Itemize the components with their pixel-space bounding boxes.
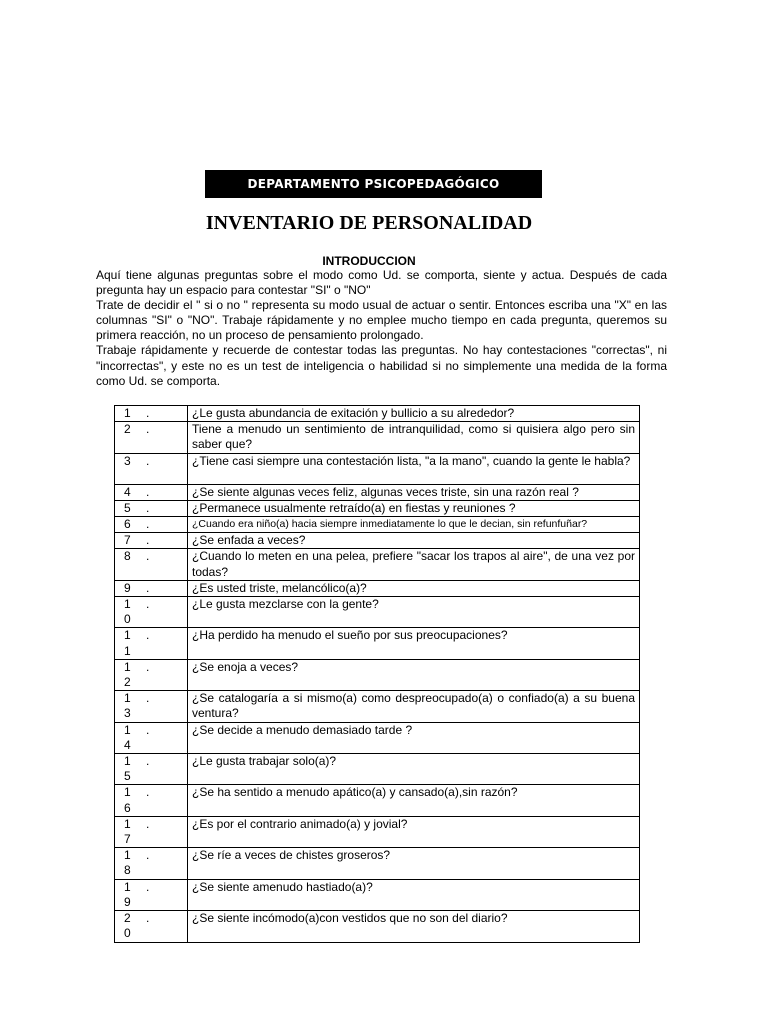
question-number-cell <box>115 754 188 785</box>
question-number-cell <box>115 500 188 516</box>
question-number-cell <box>115 628 188 659</box>
question-number-dot: . <box>146 406 150 420</box>
questions-table <box>114 405 640 943</box>
question-text: ¿Se catalogaría a si mismo(a) como despreocupado(a) o confiado(a) a su buena ventura? <box>188 691 640 722</box>
question-number-dot: . <box>146 628 150 643</box>
question-number-dot: . <box>146 722 150 737</box>
question-row <box>115 691 640 722</box>
question-number-cell <box>115 879 188 910</box>
question-number-dot: . <box>146 691 150 706</box>
question-number: 1 7 <box>124 816 131 847</box>
question-number-cell <box>115 911 188 942</box>
page-title: INVENTARIO DE PERSONALIDAD <box>205 212 533 234</box>
question-row <box>115 659 640 690</box>
question-text: ¿Se ha sentido a menudo apático(a) y cansado(a),sin razón? <box>188 785 640 816</box>
question-number: 1 <box>124 406 131 420</box>
question-text: ¿Se siente algunas veces feliz, algunas veces triste, sin una razón real ? <box>188 484 640 500</box>
question-row <box>115 500 640 516</box>
intro-paragraph: Trate de decidir el " si o no " representa su modo usual de actuar o sentir. Entonces escriba una "X" en las columnas "SI" o "NO". Trabaje rápidamente y no emplee mucho tiempo en cada pregunta, queremos su primera reacción, no un proceso de pensamiento prolongado. <box>96 298 667 343</box>
question-number-cell <box>115 549 188 580</box>
question-number: 1 0 <box>124 597 131 627</box>
question-text: ¿Le gusta abundancia de exitación y bullicio a su alrededor? <box>188 406 640 422</box>
question-text: Tiene a menudo un sentimiento de intranquilidad, como si quisiera algo pero sin saber que? <box>188 422 640 453</box>
question-number-dot: . <box>146 517 150 532</box>
question-number-cell <box>115 422 188 453</box>
question-number: 1 8 <box>124 848 131 878</box>
question-number: 8 <box>124 549 131 564</box>
question-number-dot: . <box>146 500 150 515</box>
question-text: ¿Se decide a menudo demasiado tarde ? <box>188 722 640 753</box>
question-number: 1 9 <box>124 879 131 909</box>
question-row <box>115 848 640 879</box>
intro-paragraph: Aquí tiene algunas preguntas sobre el modo como Ud. se comporta, siente y actua. Después de cada pregunta hay un espacio para contestar "SI" o "NO" <box>96 268 667 298</box>
question-row <box>115 597 640 628</box>
question-number-dot: . <box>146 816 150 831</box>
question-text: ¿Tiene casi siempre una contestación lista, "a la mano", cuando la gente le habla? <box>188 453 640 484</box>
question-number-cell <box>115 533 188 549</box>
question-text: ¿Es usted triste, melancólico(a)? <box>188 580 640 596</box>
question-number-cell <box>115 722 188 753</box>
question-number: 3 <box>124 453 131 468</box>
question-number-dot: . <box>146 848 150 863</box>
question-number-dot: . <box>146 911 150 926</box>
question-number: 1 6 <box>124 785 131 815</box>
question-number: 7 <box>124 533 131 548</box>
question-number-cell <box>115 691 188 722</box>
question-row <box>115 754 640 785</box>
question-text: ¿Ha perdido ha menudo el sueño por sus preocupaciones? <box>188 628 640 659</box>
question-text: ¿Se siente amenudo hastiado(a)? <box>188 879 640 910</box>
question-text: ¿Le gusta trabajar solo(a)? <box>188 754 640 785</box>
question-row <box>115 580 640 596</box>
department-banner <box>205 170 542 198</box>
question-row <box>115 911 640 942</box>
question-text: ¿Permanece usualmente retraído(a) en fiestas y reuniones ? <box>188 500 640 516</box>
question-number-dot: . <box>146 785 150 800</box>
question-number: 6 <box>124 517 131 532</box>
question-number: 2 0 <box>124 911 131 941</box>
question-row <box>115 517 640 533</box>
question-number-cell <box>115 484 188 500</box>
question-number-cell <box>115 848 188 879</box>
question-number-dot: . <box>146 453 150 468</box>
question-number: 5 <box>124 500 131 515</box>
intro-text <box>96 268 667 389</box>
question-row <box>115 785 640 816</box>
question-text: ¿Se siente incómodo(a)con vestidos que no son del diario? <box>188 911 640 942</box>
department-label: DEPARTAMENTO PSICOPEDAGÓGICO <box>247 177 500 191</box>
question-number-cell <box>115 453 188 484</box>
question-row <box>115 816 640 847</box>
question-number-cell <box>115 406 188 422</box>
question-number-cell <box>115 597 188 628</box>
question-number-dot: . <box>146 754 150 769</box>
question-number: 1 2 <box>124 659 131 690</box>
intro-heading: INTRODUCCION <box>322 254 416 268</box>
question-number: 2 <box>124 422 131 437</box>
question-text: ¿Le gusta mezclarse con la gente? <box>188 597 640 628</box>
question-number: 1 5 <box>124 754 131 784</box>
question-number-cell <box>115 580 188 596</box>
question-row <box>115 422 640 453</box>
question-number: 1 4 <box>124 722 131 752</box>
question-number-cell <box>115 785 188 816</box>
question-text: ¿Se ríe a veces de chistes groseros? <box>188 848 640 879</box>
question-number: 1 1 <box>124 628 131 658</box>
question-text: ¿Cuando lo meten en una pelea, prefiere "sacar los trapos al aire", de una vez por todas? <box>188 549 640 580</box>
question-row <box>115 628 640 659</box>
question-number-dot: . <box>146 422 150 437</box>
question-number-dot: . <box>146 597 150 612</box>
question-number-dot: . <box>146 580 150 595</box>
question-row <box>115 879 640 910</box>
question-row <box>115 533 640 549</box>
question-number-dot: . <box>146 879 150 894</box>
question-text: ¿Es por el contrario animado(a) y jovial? <box>188 816 640 847</box>
question-number: 4 <box>124 484 131 499</box>
intro-paragraph: Trabaje rápidamente y recuerde de contestar todas las preguntas. No hay contestaciones "correctas", ni "incorrectas", y este no es un test de inteligencia o habilidad si no simplemente una medida de la forma como Ud. se comporta. <box>96 343 667 388</box>
question-text: ¿Se enoja a veces? <box>188 659 640 690</box>
question-number-cell <box>115 659 188 690</box>
question-text: ¿Cuando era niño(a) hacia siempre inmediatamente lo que le decian, sin refunfuñar? <box>188 517 640 533</box>
question-number-dot: . <box>146 659 150 674</box>
question-row <box>115 722 640 753</box>
question-number-dot: . <box>146 549 150 564</box>
question-number-cell <box>115 517 188 533</box>
question-number-dot: . <box>146 484 150 499</box>
question-row <box>115 549 640 580</box>
question-row <box>115 406 640 422</box>
question-text: ¿Se enfada a veces? <box>188 533 640 549</box>
question-row <box>115 484 640 500</box>
question-number: 9 <box>124 580 131 595</box>
question-number: 1 3 <box>124 691 131 721</box>
question-number-dot: . <box>146 533 150 548</box>
question-number-cell <box>115 816 188 847</box>
question-row <box>115 453 640 484</box>
